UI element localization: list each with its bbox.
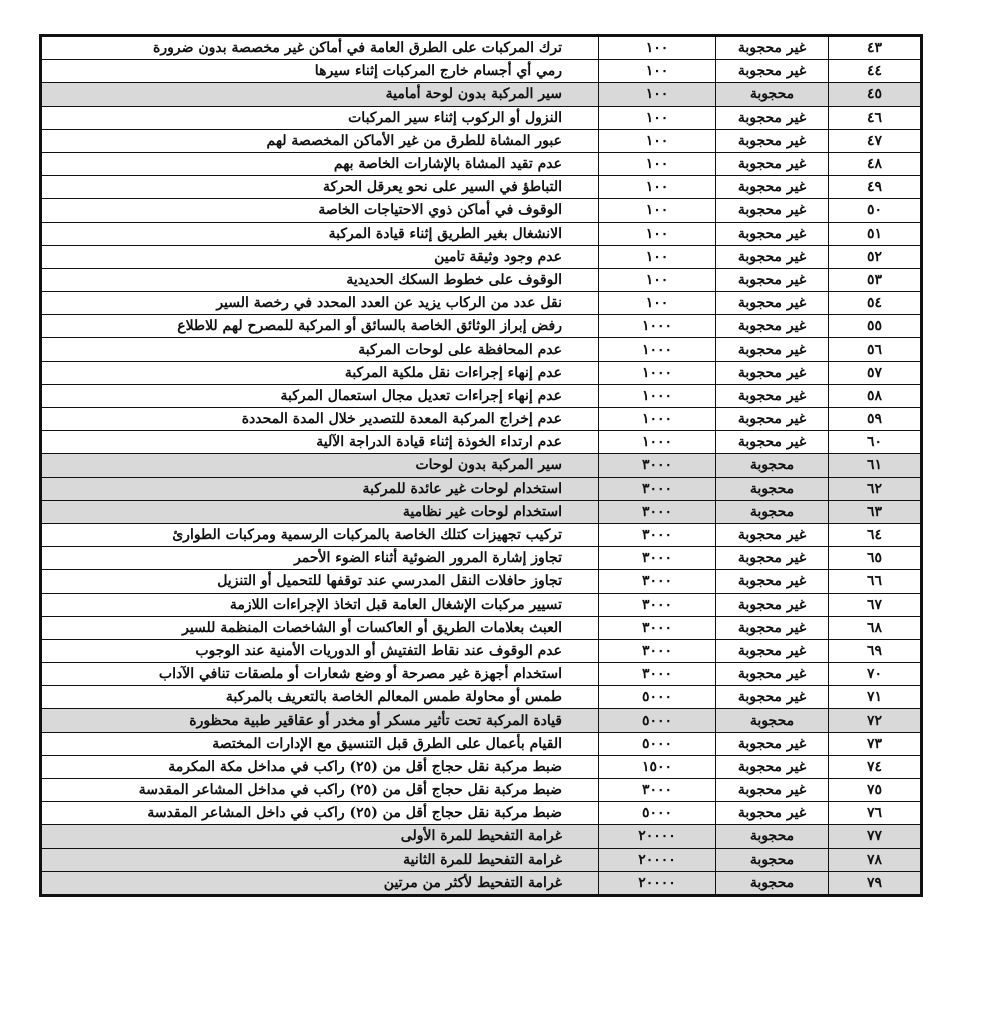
fine-amount: ١٠٠ <box>599 37 716 60</box>
seizure-status: محجوبة <box>716 848 829 871</box>
seizure-status: غير محجوبة <box>716 570 829 593</box>
violation-description: عدم الوقوف عند نقاط التفتيش أو الدوريات الأمنية عند الوجوب <box>42 639 599 662</box>
seizure-status: غير محجوبة <box>716 802 829 825</box>
violation-description: الوقوف على خطوط السكك الحديدية <box>42 268 599 291</box>
violation-description: عدم ارتداء الخوذة إثناء قيادة الدراجة الآلية <box>42 431 599 454</box>
table-row <box>42 732 921 755</box>
seizure-status: محجوبة <box>716 500 829 523</box>
violation-number: ٥٣ <box>829 268 921 291</box>
table-row <box>42 848 921 871</box>
table-row <box>42 500 921 523</box>
seizure-status: غير محجوبة <box>716 431 829 454</box>
seizure-status: غير محجوبة <box>716 755 829 778</box>
seizure-status: غير محجوبة <box>716 152 829 175</box>
table-row <box>42 268 921 291</box>
table-row <box>42 779 921 802</box>
violation-description: تركيب تجهيزات كتلك الخاصة بالمركبات الرسمية ومركبات الطوارئ <box>42 523 599 546</box>
table-row <box>42 338 921 361</box>
fine-amount: ٣٠٠٠ <box>599 779 716 802</box>
violation-description: عدم إخراج المركبة المعدة للتصدير خلال المدة المحددة <box>42 408 599 431</box>
table-row <box>42 570 921 593</box>
fine-amount: ١٠٠ <box>599 106 716 129</box>
violation-number: ٧٩ <box>829 871 921 894</box>
table-row <box>42 37 921 60</box>
fine-amount: ١٠٠ <box>599 199 716 222</box>
seizure-status: غير محجوبة <box>716 292 829 315</box>
violation-description: ضبط مركبة نقل حجاج أقل من (٢٥) راكب في مداخل مكة المكرمة <box>42 755 599 778</box>
violation-number: ٦٤ <box>829 523 921 546</box>
table-row <box>42 431 921 454</box>
violation-description: تسيير مركبات الإشغال العامة قبل اتخاذ الإجراءات اللازمة <box>42 593 599 616</box>
violation-description: النزول أو الركوب إثناء سير المركبات <box>42 106 599 129</box>
violation-description: عبور المشاة للطرق من غير الأماكن المخصصة لهم <box>42 129 599 152</box>
violation-number: ٧٦ <box>829 802 921 825</box>
violation-number: ٥٢ <box>829 245 921 268</box>
violation-description: استخدام لوحات غير نظامية <box>42 500 599 523</box>
violation-number: ٦٣ <box>829 500 921 523</box>
violation-number: ٤٣ <box>829 37 921 60</box>
seizure-status: غير محجوبة <box>716 732 829 755</box>
fine-amount: ١٠٠٠ <box>599 384 716 407</box>
seizure-status: غير محجوبة <box>716 60 829 83</box>
violation-number: ٥١ <box>829 222 921 245</box>
table-row <box>42 454 921 477</box>
violation-description: ترك المركبات على الطرق العامة في أماكن غير مخصصة بدون ضرورة <box>42 37 599 60</box>
table-row <box>42 686 921 709</box>
violation-description: قيادة المركبة تحت تأثير مسكر أو مخدر أو عقاقير طبية محظورة <box>42 709 599 732</box>
fine-amount: ٣٠٠٠ <box>599 663 716 686</box>
seizure-status: غير محجوبة <box>716 199 829 222</box>
violation-description: رمي أي أجسام خارج المركبات إثناء سيرها <box>42 60 599 83</box>
table-row <box>42 547 921 570</box>
violation-number: ٧٧ <box>829 825 921 848</box>
violation-number: ٤٦ <box>829 106 921 129</box>
fine-amount: ٣٠٠٠ <box>599 593 716 616</box>
violation-number: ٦٢ <box>829 477 921 500</box>
violation-number: ٦٥ <box>829 547 921 570</box>
violation-number: ٥٤ <box>829 292 921 315</box>
seizure-status: غير محجوبة <box>716 106 829 129</box>
violation-number: ٤٩ <box>829 176 921 199</box>
table-row <box>42 152 921 175</box>
fine-amount: ٥٠٠٠ <box>599 732 716 755</box>
table-row <box>42 709 921 732</box>
table-row <box>42 384 921 407</box>
violation-number: ٦٩ <box>829 639 921 662</box>
seizure-status: غير محجوبة <box>716 222 829 245</box>
fine-amount: ١٠٠ <box>599 83 716 106</box>
table-row <box>42 802 921 825</box>
violation-description: عدم إنهاء إجراءات تعديل مجال استعمال المركبة <box>42 384 599 407</box>
fine-amount: ١٠٠٠ <box>599 408 716 431</box>
violation-number: ٧٣ <box>829 732 921 755</box>
seizure-status: غير محجوبة <box>716 268 829 291</box>
seizure-status: غير محجوبة <box>716 593 829 616</box>
fine-amount: ٣٠٠٠ <box>599 477 716 500</box>
seizure-status: غير محجوبة <box>716 384 829 407</box>
violation-description: العبث بعلامات الطريق أو العاكسات أو الشاخصات المنظمة للسير <box>42 616 599 639</box>
table-row <box>42 245 921 268</box>
seizure-status: غير محجوبة <box>716 338 829 361</box>
fine-amount: ٣٠٠٠ <box>599 639 716 662</box>
seizure-status: غير محجوبة <box>716 639 829 662</box>
fine-amount: ١٥٠٠ <box>599 755 716 778</box>
violations-table-container <box>39 34 923 897</box>
violation-description: نقل عدد من الركاب يزيد عن العدد المحدد في رخصة السير <box>42 292 599 315</box>
violation-description: استخدام أجهزة غير مصرحة أو وضع شعارات أو ملصقات تنافي الآداب <box>42 663 599 686</box>
fine-amount: ٣٠٠٠ <box>599 547 716 570</box>
seizure-status: محجوبة <box>716 477 829 500</box>
seizure-status: غير محجوبة <box>716 37 829 60</box>
violation-number: ٧٨ <box>829 848 921 871</box>
violation-description: سير المركبة بدون لوحة أمامية <box>42 83 599 106</box>
violation-number: ٧٥ <box>829 779 921 802</box>
violation-number: ٧١ <box>829 686 921 709</box>
fine-amount: ٢٠٠٠٠ <box>599 848 716 871</box>
violation-number: ٤٧ <box>829 129 921 152</box>
violation-description: عدم وجود وثيقة تامين <box>42 245 599 268</box>
table-row <box>42 477 921 500</box>
violation-description: طمس أو محاولة طمس المعالم الخاصة بالتعريف بالمركبة <box>42 686 599 709</box>
violation-description: عدم تقيد المشاة بالإشارات الخاصة بهم <box>42 152 599 175</box>
violation-number: ٥٧ <box>829 361 921 384</box>
table-row <box>42 83 921 106</box>
fine-amount: ١٠٠ <box>599 129 716 152</box>
fine-amount: ١٠٠ <box>599 60 716 83</box>
seizure-status: غير محجوبة <box>716 315 829 338</box>
violations-table <box>41 36 921 895</box>
seizure-status: غير محجوبة <box>716 616 829 639</box>
table-row <box>42 292 921 315</box>
fine-amount: ١٠٠ <box>599 222 716 245</box>
seizure-status: محجوبة <box>716 709 829 732</box>
fine-amount: ١٠٠٠ <box>599 315 716 338</box>
violation-number: ٥٨ <box>829 384 921 407</box>
table-row <box>42 871 921 894</box>
fine-amount: ٣٠٠٠ <box>599 454 716 477</box>
violation-number: ٥٦ <box>829 338 921 361</box>
seizure-status: غير محجوبة <box>716 523 829 546</box>
fine-amount: ١٠٠ <box>599 268 716 291</box>
seizure-status: محجوبة <box>716 825 829 848</box>
violation-description: القيام بأعمال على الطرق قبل التنسيق مع الإدارات المختصة <box>42 732 599 755</box>
seizure-status: غير محجوبة <box>716 686 829 709</box>
violation-number: ٤٨ <box>829 152 921 175</box>
fine-amount: ١٠٠٠ <box>599 338 716 361</box>
fine-amount: ١٠٠ <box>599 152 716 175</box>
table-row <box>42 361 921 384</box>
fine-amount: ٢٠٠٠٠ <box>599 825 716 848</box>
table-row <box>42 60 921 83</box>
seizure-status: غير محجوبة <box>716 779 829 802</box>
seizure-status: غير محجوبة <box>716 129 829 152</box>
table-row <box>42 315 921 338</box>
fine-amount: ١٠٠٠ <box>599 361 716 384</box>
table-row <box>42 523 921 546</box>
table-row <box>42 755 921 778</box>
violation-description: تجاوز حافلات النقل المدرسي عند توقفها للتحميل أو التنزيل <box>42 570 599 593</box>
fine-amount: ٥٠٠٠ <box>599 686 716 709</box>
fine-amount: ١٠٠٠ <box>599 431 716 454</box>
violation-description: سير المركبة بدون لوحات <box>42 454 599 477</box>
seizure-status: محجوبة <box>716 454 829 477</box>
table-row <box>42 408 921 431</box>
violation-number: ٧٢ <box>829 709 921 732</box>
violation-description: تجاوز إشارة المرور الضوئية أثناء الضوء الأحمر <box>42 547 599 570</box>
fine-amount: ٣٠٠٠ <box>599 500 716 523</box>
violation-number: ٧٠ <box>829 663 921 686</box>
violation-number: ٦٧ <box>829 593 921 616</box>
violation-number: ٥٥ <box>829 315 921 338</box>
violation-description: الانشغال بغير الطريق إثناء قيادة المركبة <box>42 222 599 245</box>
fine-amount: ٥٠٠٠ <box>599 709 716 732</box>
table-row <box>42 616 921 639</box>
fine-amount: ١٠٠ <box>599 245 716 268</box>
table-row <box>42 222 921 245</box>
seizure-status: غير محجوبة <box>716 176 829 199</box>
table-row <box>42 106 921 129</box>
violation-description: ضبط مركبة نقل حجاج أقل من (٢٥) راكب في مداخل المشاعر المقدسة <box>42 779 599 802</box>
table-row <box>42 176 921 199</box>
violation-number: ٦٨ <box>829 616 921 639</box>
fine-amount: ١٠٠ <box>599 292 716 315</box>
fine-amount: ٣٠٠٠ <box>599 616 716 639</box>
fine-amount: ٣٠٠٠ <box>599 523 716 546</box>
table-row <box>42 593 921 616</box>
fine-amount: ٣٠٠٠ <box>599 570 716 593</box>
violation-number: ٦٠ <box>829 431 921 454</box>
fine-amount: ١٠٠ <box>599 176 716 199</box>
seizure-status: غير محجوبة <box>716 245 829 268</box>
violation-description: عدم إنهاء إجراءات نقل ملكية المركبة <box>42 361 599 384</box>
fine-amount: ٢٠٠٠٠ <box>599 871 716 894</box>
violation-description: استخدام لوحات غير عائدة للمركبة <box>42 477 599 500</box>
violation-description: الوقوف في أماكن ذوي الاحتياجات الخاصة <box>42 199 599 222</box>
table-row <box>42 129 921 152</box>
violation-number: ٧٤ <box>829 755 921 778</box>
violation-description: ضبط مركبة نقل حجاج أقل من (٢٥) راكب في داخل المشاعر المقدسة <box>42 802 599 825</box>
seizure-status: غير محجوبة <box>716 547 829 570</box>
violation-description: غرامة التفحيط للمرة الأولى <box>42 825 599 848</box>
table-row <box>42 199 921 222</box>
seizure-status: غير محجوبة <box>716 663 829 686</box>
violations-table-body <box>42 37 921 895</box>
table-row <box>42 663 921 686</box>
seizure-status: محجوبة <box>716 871 829 894</box>
violation-number: ٦٦ <box>829 570 921 593</box>
seizure-status: غير محجوبة <box>716 361 829 384</box>
violation-number: ٥٩ <box>829 408 921 431</box>
violation-description: عدم المحافظة على لوحات المركبة <box>42 338 599 361</box>
violation-description: رفض إبراز الوثائق الخاصة بالسائق أو المركبة للمصرح لهم للاطلاع <box>42 315 599 338</box>
violation-description: غرامة التفحيط للمرة الثانية <box>42 848 599 871</box>
fine-amount: ٥٠٠٠ <box>599 802 716 825</box>
violation-number: ٦١ <box>829 454 921 477</box>
table-row <box>42 825 921 848</box>
seizure-status: محجوبة <box>716 83 829 106</box>
violation-description: التباطؤ في السير على نحو يعرقل الحركة <box>42 176 599 199</box>
seizure-status: غير محجوبة <box>716 408 829 431</box>
violation-number: ٥٠ <box>829 199 921 222</box>
violation-description: غرامة التفحيط لأكثر من مرتين <box>42 871 599 894</box>
table-row <box>42 639 921 662</box>
violation-number: ٤٥ <box>829 83 921 106</box>
violation-number: ٤٤ <box>829 60 921 83</box>
